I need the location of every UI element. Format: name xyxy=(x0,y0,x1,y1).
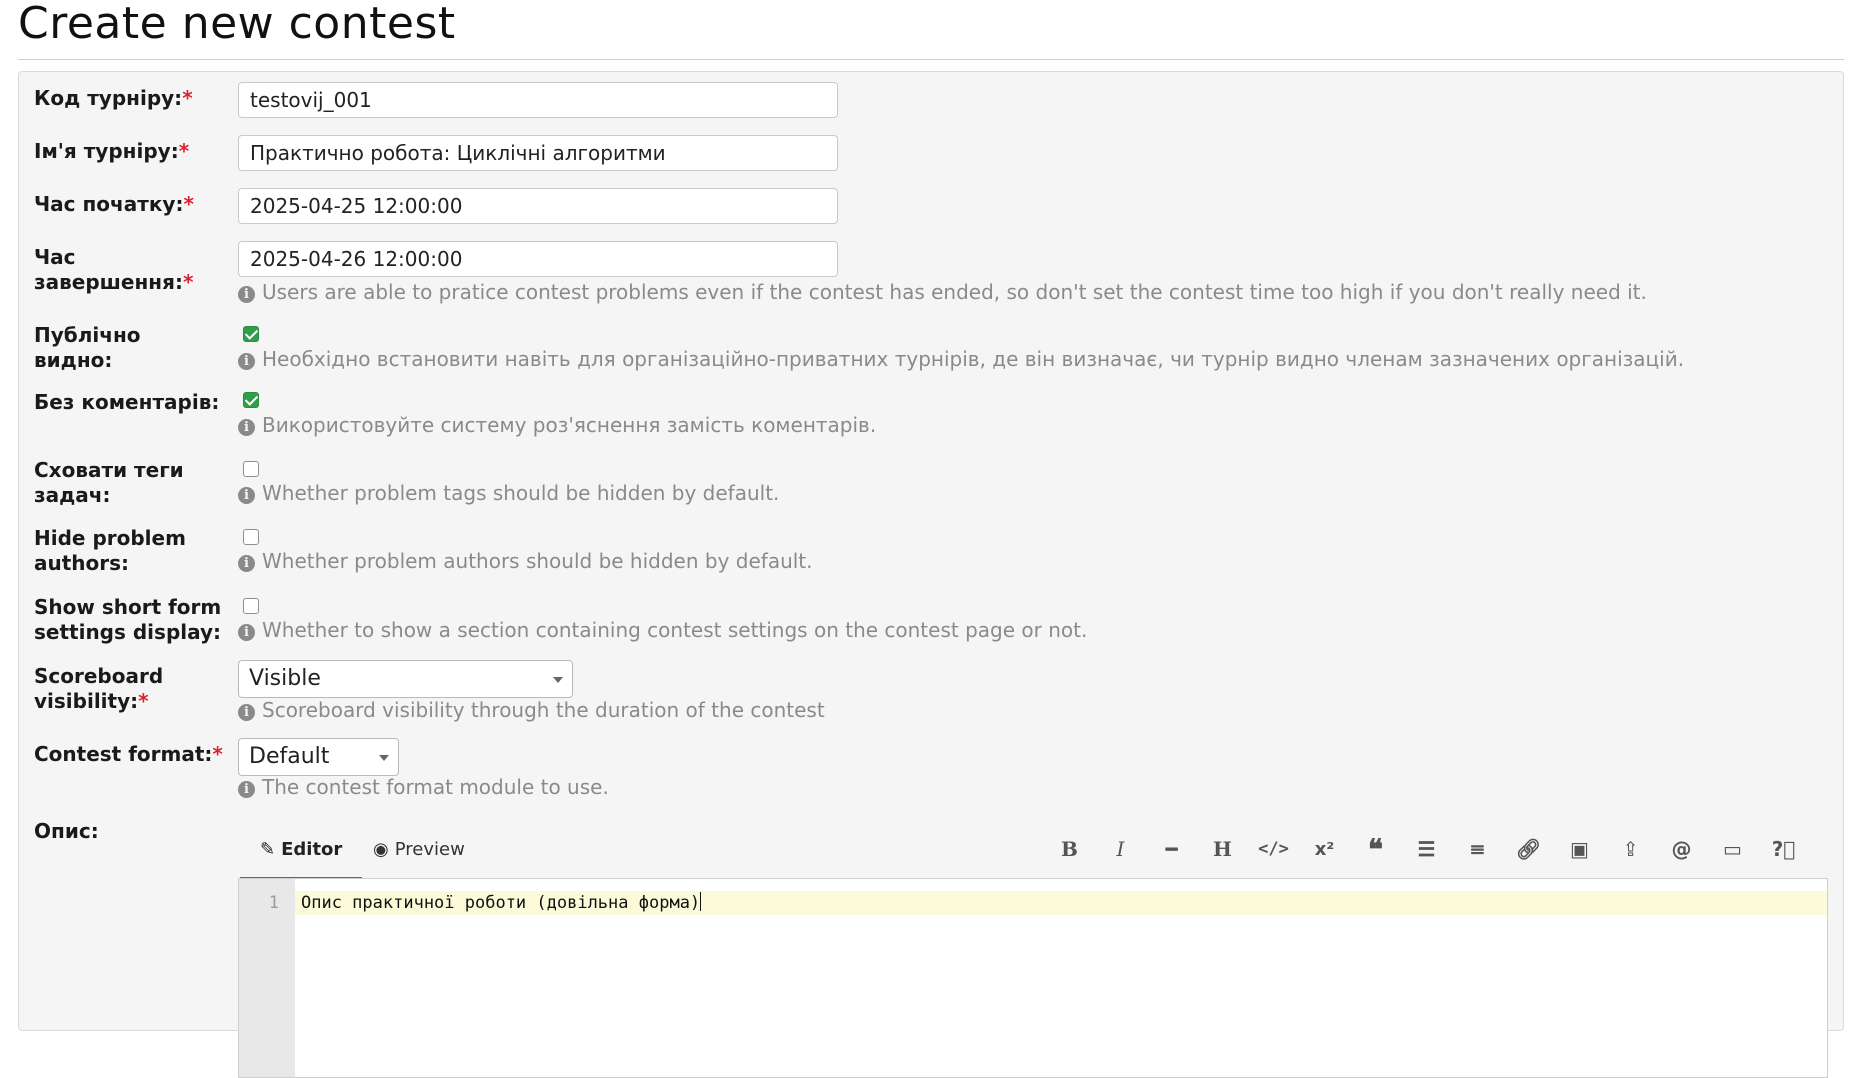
short-form-help: i Whether to show a section containing contest settings on the contest page or not. xyxy=(238,618,1087,642)
description-editor[interactable] xyxy=(238,878,1828,1078)
heading-icon[interactable]: H xyxy=(1213,837,1232,861)
editor-content-line[interactable]: Опис практичної роботи (довільна форма) xyxy=(301,893,701,913)
hide-tags-checkbox[interactable] xyxy=(243,461,259,477)
code-label: Код турніру:* xyxy=(34,86,193,110)
editor-toolbar xyxy=(1044,824,1809,874)
fullscreen-icon[interactable]: ▭ xyxy=(1723,837,1742,861)
info-icon: i xyxy=(238,286,255,303)
format-label: Contest format:* xyxy=(34,742,223,766)
code-icon[interactable]: </> xyxy=(1258,839,1289,859)
no-comments-checkbox[interactable] xyxy=(243,392,259,408)
public-visible-checkbox[interactable] xyxy=(243,326,259,342)
tab-preview[interactable]: ◉ Preview xyxy=(373,839,465,860)
no-comments-help: i Використовуйте систему роз'яснення замість коментарів. xyxy=(238,413,876,437)
bold-icon[interactable]: B xyxy=(1061,837,1078,861)
no-comments-label: Без коментарів: xyxy=(34,390,220,414)
hide-authors-help: i Whether problem authors should be hidden by default. xyxy=(238,549,813,573)
end-time-help: i Users are able to pratice contest problems even if the contest has ended, so don't set the contest time too high if you don't really need it. xyxy=(238,280,1647,304)
eye-icon: ◉ xyxy=(373,839,389,860)
info-icon: i xyxy=(238,353,255,370)
edit-icon: ✎ xyxy=(260,839,276,860)
info-icon: i xyxy=(238,419,255,436)
line-number: 1 xyxy=(268,893,279,913)
name-label: Ім'я турніру:* xyxy=(34,139,190,163)
short-form-checkbox[interactable] xyxy=(243,598,259,614)
italic-icon[interactable]: I xyxy=(1116,837,1125,861)
end-time-input[interactable] xyxy=(238,241,838,277)
public-visible-help: i Необхідно встановити навіть для організаційно-приватних турнірів, де він визначає, чи турнір видно членам зазначених організацій. xyxy=(238,347,1684,371)
public-visible-label: Публічно видно: xyxy=(34,323,141,372)
link-icon[interactable]: 🔗︎ xyxy=(1515,837,1542,861)
scoreboard-select[interactable]: Visible xyxy=(238,660,573,698)
description-label: Опис: xyxy=(34,819,99,843)
start-time-label: Час початку:* xyxy=(34,192,194,216)
numbered-list-icon[interactable]: ≡ xyxy=(1469,837,1486,861)
title-divider xyxy=(18,59,1844,60)
info-icon: i xyxy=(238,487,255,504)
hide-authors-label: Hide problem authors: xyxy=(34,526,186,575)
page-title: Create new contest xyxy=(18,0,456,49)
hide-tags-help: i Whether problem tags should be hidden by default. xyxy=(238,481,779,505)
mention-icon[interactable]: @ xyxy=(1671,837,1692,861)
info-icon: i xyxy=(238,624,255,641)
format-help: i The contest format module to use. xyxy=(238,775,609,799)
chevron-down-icon xyxy=(553,677,563,683)
format-select[interactable]: Default xyxy=(238,738,399,776)
image-icon[interactable]: ▣ xyxy=(1570,837,1589,861)
end-time-label: Час завершення:* xyxy=(34,245,194,294)
hide-tags-label: Сховати теги задач: xyxy=(34,458,184,507)
horizontal-rule-icon[interactable]: ━ xyxy=(1165,837,1178,861)
chevron-down-icon xyxy=(379,755,389,761)
info-icon: i xyxy=(238,555,255,572)
bulleted-list-icon[interactable]: ☰ xyxy=(1417,837,1436,861)
code-input[interactable] xyxy=(238,82,838,118)
upload-icon[interactable]: ⇪ xyxy=(1622,837,1639,861)
quote-icon[interactable]: ❝ xyxy=(1367,832,1384,866)
help-icon[interactable]: ?⃝ xyxy=(1771,837,1796,861)
text-cursor xyxy=(700,892,701,911)
tab-editor[interactable]: ✎ Editor xyxy=(240,822,362,880)
superscript-icon[interactable]: x² xyxy=(1314,838,1335,860)
start-time-input[interactable] xyxy=(238,188,838,224)
scoreboard-help: i Scoreboard visibility through the duration of the contest xyxy=(238,698,825,722)
scoreboard-label: Scoreboard visibility:* xyxy=(34,664,164,713)
info-icon: i xyxy=(238,704,255,721)
info-icon: i xyxy=(238,781,255,798)
short-form-label: Show short form settings display: xyxy=(34,595,222,644)
name-input[interactable] xyxy=(238,135,838,171)
hide-authors-checkbox[interactable] xyxy=(243,529,259,545)
